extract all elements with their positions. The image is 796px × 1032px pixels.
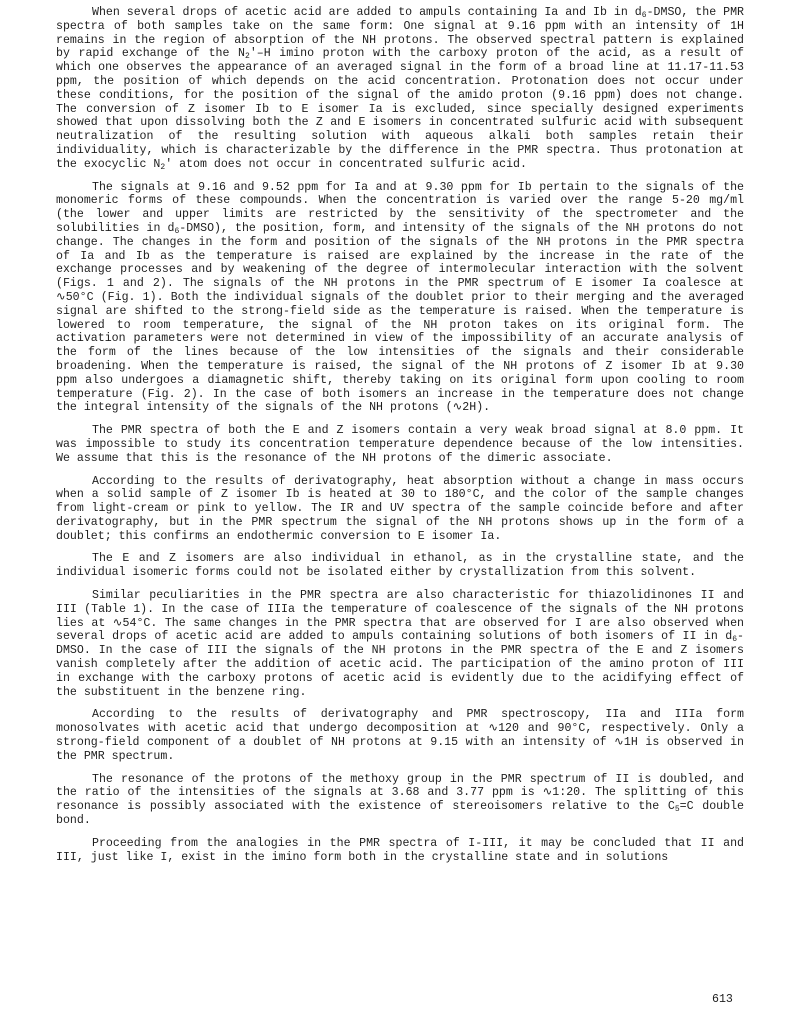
paragraph-ethanol <box>56 552 744 580</box>
text-segment: =C double bond. <box>56 800 744 828</box>
paragraph-methoxy-resonance <box>56 773 744 828</box>
text-segment: -DMSO, the PMR spectra of both samples take on the same form: One signal at 9.16 ppm with an intensity of 1H remains in the region of absorption of the NH protons. The observed spectral pattern is explained by rapid exchange of the N <box>56 6 744 61</box>
text-segment: According to the results of derivatography, heat absorption without a change in mass occurs when a solid sample of Z isomer Ib is heated at 30 to 180°C, and the color of the sample changes from light-cream or pink to yellow. The IR and UV spectra of the sample coincide before and after derivatography, but in the PMR spectrum the signal of the NH protons shows up in the form of a doublet; this confirms an endothermic conversion to E isomer Ia. <box>56 474 744 543</box>
text-segment: Similar peculiarities in the PMR spectra are also characteristic for thiazolidinones II and III (Table 1). In the case of IIIa the temperature of coalescence of the signals of the NH protons lies at ∿54°C. The same changes in the PMR spectra that are observed for I are also observed when several drops of acetic acid are added to ampuls containing solutions of both isomers of II in d <box>56 589 744 644</box>
document-body <box>56 6 744 873</box>
paragraph-thiazolidinones <box>56 589 744 699</box>
text-segment: Proceeding from the analogies in the PMR spectra of I-III, it may be concluded that II and III, just like I, exist in the imino form both in the crystalline state and in solutions <box>56 836 744 864</box>
subscript: 6 <box>174 226 180 236</box>
paragraph-monomeric-signals <box>56 181 744 416</box>
page-number: 613 <box>712 993 733 1006</box>
text-segment: -DMSO. In the case of III the signals of the NH protons in the PMR spectra of the E and Z isomers vanish completely after the addition of acetic acid. The participation of the amino proton of III in exchange with the carboxy protons of acetic acid is evidently due to the acidifying effect of the substituent in the benzene ring. <box>56 630 744 699</box>
text-segment: The E and Z isomers are also individual in ethanol, as in the crystalline state, and the individual isomeric forms could not be isolated either by crystallization from this solvent. <box>56 552 744 580</box>
text-segment: The signals at 9.16 and 9.52 ppm for Ia and at 9.30 ppm for Ib pertain to the signals of the monomeric forms of these compounds. When the concentration is varied over the range 5-20 mg/ml (the lower and upper limits are restricted by the sensitivity of the spectrometer and the solubilities in d <box>56 180 744 235</box>
subscript: 6 <box>732 635 738 645</box>
paragraph-monosolvates <box>56 708 744 763</box>
text-segment: '–H imino proton with the carboxy proton of the acid, as a result of which one observes the appearance of an averaged signal in the form of a broad line at 11.17-11.53 ppm, the position of which depends on the acid concentration. Protonation does not occur under these conditions, for the position of the signal of the amido proton (9.16 ppm) does not change. The conversion of Z isomer Ib to E isomer Ia is excluded, since specially designed experiments showed that upon dissolving both the Z and E isomers in concentrated sulfuric acid with subsequent neutralization of the resulting solution with aqueous alkali both samples retain their individuality, which is characterizable by the difference in the PMR spectra. Thus protonation at the exocyclic N <box>56 47 744 171</box>
text-segment: The resonance of the protons of the methoxy group in the PMR spectrum of II is doubled, and the ratio of the intensities of the signals at 3.68 and 3.77 ppm is ∿1:20. The splitting of this resonance is possibly associated with the existence of stereoisomers relative to the C <box>56 772 744 814</box>
text-segment: -DMSO), the position, form, and intensity of the signals of the NH protons do not change. The changes in the form and position of the signals of the NH protons in the PMR spectra of Ia and Ib as the temperature is raised are explained by the increase in the rate of the exchange processes and by weakening of the degree of intermolecular interaction with the solvent (Figs. 1 and 2). The signals of the NH protons in the PMR spectrum of E isomer Ia coalesce at ∿50°C (Fig. 1). Both the individual signals of the doublet prior to their merging and the averaged signal are shifted to the strong-field side as the temperature is raised. When the temperature is lowered to room temperature, the signal of the NH proton takes on its original form. The activation parameters were not determined in view of the impossibility of an accurate analysis of the form of the lines because of the low intensities of the signals and their considerable broadening. When the temperature is raised, the signal of the NH protons of Z isomer Ib at 9.30 ppm also undergoes a diamagnetic shift, thereby taking on its original form upon cooling to room temperature (Fig. 2). In the case of both isomers an increase in the temperature does not change the integral intensity of the signals of the NH protons (∿2H). <box>56 221 744 415</box>
paragraph-dimeric-associate <box>56 424 744 465</box>
text-segment: According to the results of derivatography and PMR spectroscopy, IIa and IIIa form monosolvates with acetic acid that undergo decomposition at ∿120 and 90°C, respectively. Only a strong-field component of a doublet of NH protons at 9.15 with an intensity of ∿1H is observed in the PMR spectrum. <box>56 708 744 763</box>
subscript: 2 <box>245 52 250 62</box>
subscript: 6 <box>641 11 647 20</box>
text-segment: The PMR spectra of both the E and Z isomers contain a very weak broad signal at 8.0 ppm. It was impossible to study its concentration temperature dependence because of the low intensities. We assume that this is the resonance of the NH protons of the dimeric associate. <box>56 424 744 465</box>
subscript: 5 <box>674 805 680 815</box>
paragraph-derivatography <box>56 475 744 544</box>
text-segment: ' atom does not occur in concentrated sulfuric acid. <box>165 157 527 171</box>
text-segment: When several drops of acetic acid are added to ampuls containing Ia and Ib in d <box>92 6 642 19</box>
paragraph-conclusion <box>56 837 744 865</box>
subscript: 2 <box>160 162 166 172</box>
paragraph-acetic-acid-exchange <box>56 6 744 172</box>
